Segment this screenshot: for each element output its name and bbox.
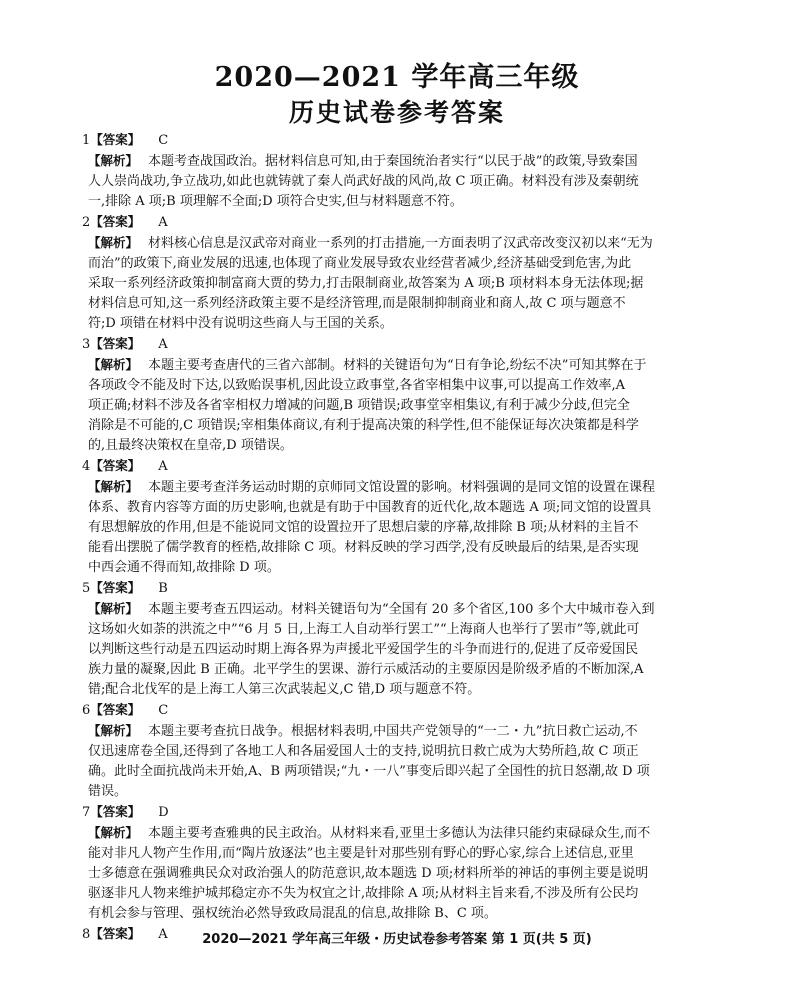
analysis-line (88, 620, 708, 640)
question-block (82, 130, 708, 212)
analysis-text: 错误。 (88, 784, 128, 799)
document-subtitle: 历史试卷参考答案 (288, 98, 505, 127)
question-number: 2 (82, 215, 91, 230)
answer-line (82, 700, 708, 721)
analysis-text: 材料信息可知,这一系列经济政策主要不是经济管理,而是限制抑制商业和商人,故 C 项与题意不 (88, 296, 626, 311)
analysis-line (88, 233, 708, 254)
analysis-text: 这场如火如荼的洪流之中”“6 月 5 日,上海工人自动举行罢工”“上海商人也举行了罢市”等,就此可 (88, 622, 640, 637)
analysis-line (88, 416, 708, 436)
analysis-text: 以判断这些行动是五四运动时期上海各界为声援北平爱国学生的斗争而进行的,促进了反帝爱国民 (88, 642, 639, 657)
analysis-line (88, 599, 708, 620)
answer-value: B (158, 581, 168, 596)
analysis-text: 本题主要考查抗日战争。根据材料表明,中国共产党领导的“一二・九”抗日救亡运动,不 (148, 724, 638, 739)
analysis-text: 驱逐非凡人物来维护城邦稳定亦不失为权宜之计,故排除 A 项;从材料主旨来看,不涉及所有公民均 (88, 886, 639, 901)
question-block (82, 578, 708, 700)
analysis-line (88, 436, 708, 456)
answer-line (82, 802, 708, 823)
analysis-text: 确。此时全面抗战尚未开始,A、B 两项错误;“九・一八”事变后即兴起了全国性的抗日怒潮,故 D 项 (88, 764, 650, 779)
analysis-text: 本题考查战国政治。据材料信息可知,由于秦国统治者实行“以民于战”的政策,导致秦国 (148, 154, 638, 169)
analysis-text: 本题主要考查唐代的三省六部制。材料的关键语句为“日有争论,纷纭不决”可知其弊在于 (148, 358, 647, 373)
answer-list (82, 130, 708, 945)
analysis-text: 体系、教育内容等方面的历史影响,也就是有助于中国教育的近代化,故本题选 A 项;同文馆的设置具 (88, 500, 652, 515)
answer-line (82, 578, 708, 599)
analysis-line (88, 904, 708, 924)
answer-tag: 【答案】 (90, 804, 141, 819)
question-number: 3 (82, 337, 91, 352)
analysis-text: 士多德意在强调雅典民众对政治强人的防范意识,故本题选 D 项;材料所举的神话的事例主要是说明 (88, 866, 649, 881)
analysis-line (88, 742, 708, 762)
answer-line (82, 456, 708, 477)
question-block (82, 334, 708, 456)
analysis-tag: 【解析】 (88, 723, 139, 738)
answer-line (82, 212, 708, 233)
answer-line (82, 334, 708, 355)
analysis-text: 族力量的凝聚,因此 B 正确。北平学生的罢课、游行示威活动的主要原因是阶级矛盾的不断加深,A (88, 662, 644, 677)
question-number: 5 (82, 581, 91, 596)
analysis-line (88, 844, 708, 864)
analysis-text: 人人崇尚战功,争立战功,如此也就铸就了秦人尚武好战的风尚,故 C 项正确。材料没有涉及秦朝统 (88, 174, 639, 189)
question-number: 7 (82, 805, 91, 820)
analysis-tag: 【解析】 (88, 601, 139, 616)
analysis-text: 能对非凡人物产生作用,而“陶片放逐法”也主要是针对那些别有野心的野心家,综合上述信息,亚里 (88, 846, 634, 861)
question-number: 8 (82, 927, 91, 942)
analysis-line (88, 762, 708, 782)
question-block (82, 456, 708, 578)
analysis-line (88, 558, 708, 578)
answer-value: A (158, 927, 168, 942)
analysis-text: 消除是不可能的,C 项错误;宰相集体商议,有利于提高决策的科学性,但不能保证每次决策都是科学 (88, 418, 639, 433)
analysis-line (88, 538, 708, 558)
analysis-text: 本题主要考查雅典的民主政治。从材料来看,亚里士多德认为法律只能约束碌碌众生,而不 (148, 826, 651, 841)
analysis-line (88, 782, 708, 802)
analysis-tag: 【解析】 (88, 153, 139, 168)
analysis-line (88, 151, 708, 172)
analysis-line (88, 274, 708, 294)
question-number: 1 (82, 133, 91, 148)
answer-tag: 【答案】 (90, 132, 141, 147)
analysis-tag: 【解析】 (88, 479, 139, 494)
analysis-text: 能看出摆脱了儒学教育的桎梏,故排除 C 项。材料反映的学习西学,没有反映最后的结果,是否实现 (88, 540, 639, 555)
analysis-line (88, 192, 708, 212)
analysis-text: 而治”的政策下,商业发展的迅速,也体现了商业发展导致农业经营者减少,经济基础受到危害,为此 (88, 256, 632, 271)
answer-tag: 【答案】 (90, 926, 141, 941)
answer-value: A (158, 459, 168, 474)
analysis-text: 项正确;材料不涉及各省宰相权力增减的问题,B 项错误;政事堂宰相集议,有利于减少分歧,但完全 (88, 398, 630, 413)
analysis-line (88, 498, 708, 518)
analysis-text: 有思想解放的作用,但是不能说同文馆的设置拉开了思想启蒙的序幕,故排除 B 项;从材料的主旨不 (88, 520, 639, 535)
analysis-text: 中西会通不得而知,故排除 D 项。 (88, 560, 280, 575)
analysis-text: 仅迅速席卷全国,还得到了各地工人和各届爱国人士的支持,说明抗日救亡成为大势所趋,故 C 项正 (88, 744, 639, 759)
answer-value: A (158, 337, 168, 352)
question-block (82, 212, 708, 334)
analysis-text: 有机会参与管理、强权统治必然导致政局混乱的信息,故排除 B、C 项。 (88, 906, 497, 921)
analysis-text: 一,排除 A 项;B 项理解不全面;D 项符合史实,但与材料题意不符。 (88, 194, 463, 209)
analysis-text: 各项政令不能及时下达,以致贻误事机,因此设立政事堂,各省宰相集中议事,可以提高工作效率,A (88, 378, 626, 393)
page-footer: 2020—2021 学年高三年级・历史试卷参考答案 第 1 页(共 5 页) (202, 932, 592, 947)
analysis-text: 本题主要考查洋务运动时期的京师同文馆设置的影响。材料强调的是同文馆的设置在课程 (148, 480, 656, 495)
analysis-text: 符;D 项错在材料中没有说明这些商人与王国的关系。 (88, 316, 393, 331)
analysis-line (88, 660, 708, 680)
analysis-line (88, 680, 708, 700)
answer-line (82, 130, 708, 151)
analysis-line (88, 518, 708, 538)
analysis-line (88, 172, 708, 192)
analysis-line (88, 254, 708, 274)
analysis-text: 材料核心信息是汉武帝对商业一系列的打击措施,一方面表明了汉武帝改变汉初以来“无为 (148, 236, 653, 251)
answer-tag: 【答案】 (90, 214, 141, 229)
question-number: 4 (82, 459, 91, 474)
answer-value: D (158, 805, 169, 820)
answer-value: C (158, 133, 169, 148)
analysis-line (88, 376, 708, 396)
analysis-tag: 【解析】 (88, 825, 139, 840)
answer-tag: 【答案】 (90, 458, 141, 473)
analysis-line (88, 396, 708, 416)
analysis-line (88, 721, 708, 742)
analysis-line (88, 640, 708, 660)
analysis-line (88, 823, 708, 844)
document-title: 2020—2021 学年高三年级 (214, 62, 580, 93)
analysis-line (88, 477, 708, 498)
answer-value: C (158, 703, 169, 718)
analysis-line (88, 864, 708, 884)
answer-value: A (158, 215, 168, 230)
analysis-tag: 【解析】 (88, 357, 139, 372)
analysis-text: 采取一系列经济政策抑制富商大贾的势力,打击限制商业,故答案为 A 项;B 项材料本身无法体现;据 (88, 276, 644, 291)
question-number: 6 (82, 703, 91, 718)
analysis-tag: 【解析】 (88, 235, 139, 250)
analysis-line (88, 314, 708, 334)
question-block (82, 700, 708, 802)
analysis-line (88, 294, 708, 314)
analysis-text: 的,且最终决策权在皇帝,D 项错误。 (88, 438, 293, 453)
analysis-text: 错;配合北伐军的是上海工人第三次武装起义,C 错,D 项与题意不符。 (88, 682, 481, 697)
question-block (82, 802, 708, 924)
answer-tag: 【答案】 (90, 336, 141, 351)
answer-tag: 【答案】 (90, 580, 141, 595)
analysis-line (88, 884, 708, 904)
analysis-text: 本题主要考查五四运动。材料关键语句为“全国有 20 多个省区,100 多个大中城市卷入到 (148, 602, 655, 617)
analysis-line (88, 355, 708, 376)
answer-tag: 【答案】 (90, 702, 141, 717)
